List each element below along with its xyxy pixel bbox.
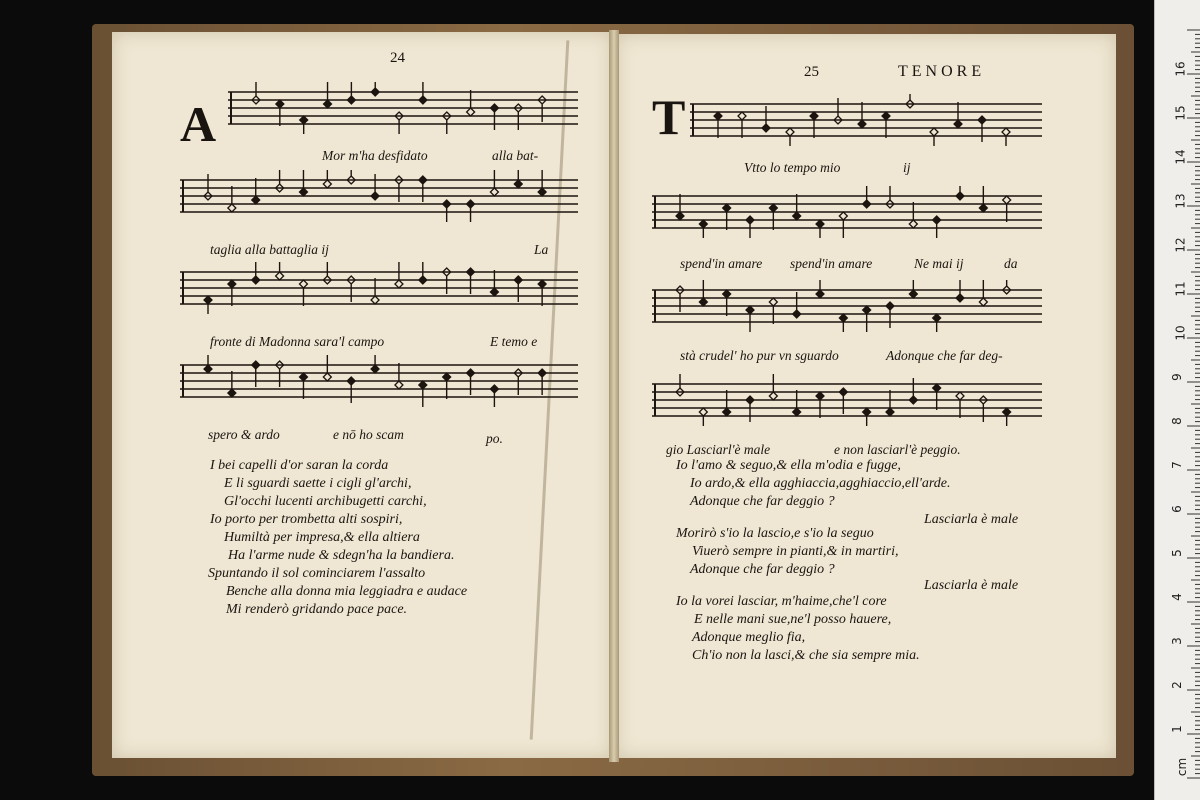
music-note xyxy=(347,82,355,104)
music-note xyxy=(514,170,522,188)
music-note xyxy=(886,390,894,416)
music-note xyxy=(699,280,707,306)
music-note xyxy=(371,174,379,200)
music-note xyxy=(204,296,212,314)
ruler-mark: 16 xyxy=(1173,61,1188,77)
music-note xyxy=(299,373,307,399)
music-note xyxy=(863,306,871,332)
verse-line: Humiltà per impresa,& ella altiera xyxy=(224,530,420,545)
music-note xyxy=(909,378,917,404)
music-note xyxy=(863,408,871,426)
verse-line: Morirò s'io la lascio,e s'io la seguo xyxy=(676,526,874,541)
lyric-line: e non lasciarl'è peggio. xyxy=(834,442,961,457)
music-note xyxy=(839,314,847,332)
music-note xyxy=(956,186,964,200)
verse-line: Lasciarla è male xyxy=(924,512,1019,527)
book-gutter xyxy=(609,30,619,762)
music-note xyxy=(228,371,236,397)
music-note xyxy=(467,268,475,294)
music-note xyxy=(786,128,794,146)
music-note xyxy=(979,280,987,306)
music-note xyxy=(769,374,777,400)
music-note xyxy=(793,390,801,416)
music-note xyxy=(419,262,427,284)
music-staff xyxy=(652,374,1042,426)
music-note xyxy=(723,390,731,416)
music-note xyxy=(324,82,332,108)
music-note xyxy=(299,280,307,306)
music-note xyxy=(276,100,284,126)
music-note xyxy=(419,381,427,407)
music-note xyxy=(228,280,236,306)
music-note xyxy=(538,280,546,306)
initial-letter-right: T xyxy=(652,89,686,145)
lyric-line: stà crudel' ho pur vn sguardo xyxy=(680,348,839,363)
verse-line: Adonque che far deggio ? xyxy=(690,562,835,577)
music-note xyxy=(956,392,964,418)
music-note xyxy=(933,216,941,238)
verse-line: Benche alla donna mia leggiadra e audace xyxy=(226,584,468,599)
music-note xyxy=(723,204,731,230)
music-note xyxy=(252,262,260,284)
music-note xyxy=(906,94,914,108)
music-note xyxy=(467,369,475,395)
verse-line: Adonque meglio fia, xyxy=(692,630,806,645)
music-note xyxy=(978,116,986,142)
music-note xyxy=(347,170,355,184)
page-number-left: 24 xyxy=(390,50,405,66)
music-note xyxy=(323,262,331,284)
verse-line: Ha l'arme nude & sdegn'ha la bandiera. xyxy=(228,548,455,563)
music-note xyxy=(863,186,871,208)
music-note xyxy=(793,292,801,318)
music-note xyxy=(443,200,451,222)
music-note xyxy=(839,212,847,238)
music-note xyxy=(371,355,379,373)
music-note xyxy=(467,90,475,116)
music-note xyxy=(738,112,746,138)
music-note xyxy=(810,112,818,138)
music-note xyxy=(299,170,307,196)
lyric-line: ij xyxy=(903,160,911,175)
lyric-line: e nō ho scam xyxy=(333,427,404,442)
music-note xyxy=(769,298,777,324)
music-note xyxy=(204,355,212,373)
music-staff xyxy=(652,186,1042,238)
ruler-mark: 15 xyxy=(1173,105,1188,121)
music-note xyxy=(490,270,498,296)
ruler-mark: 6 xyxy=(1169,505,1184,513)
lyric-line: Adonque che far deg- xyxy=(886,348,1003,363)
page-number-right: 25 xyxy=(804,64,819,80)
music-note xyxy=(371,278,379,304)
lyric-line: La xyxy=(534,242,549,257)
ruler-mark: 8 xyxy=(1169,417,1184,425)
music-note xyxy=(956,280,964,302)
music-note xyxy=(909,280,917,298)
music-note xyxy=(746,396,754,422)
music-note xyxy=(1002,128,1010,146)
verse-line: Ch'io non la lasci,& che sia sempre mia. xyxy=(692,648,920,663)
music-staff xyxy=(228,82,578,134)
ruler-mark: 1 xyxy=(1169,725,1184,733)
music-note xyxy=(979,186,987,212)
music-note xyxy=(762,106,770,132)
music-note xyxy=(714,112,722,138)
music-note xyxy=(419,176,427,202)
music-note xyxy=(839,388,847,414)
ruler-mark: 7 xyxy=(1169,461,1184,469)
lyric-line: Mor m'ha desfidato xyxy=(322,148,428,163)
ruler-mark: 10 xyxy=(1173,325,1188,341)
music-note xyxy=(886,302,894,328)
music-staff xyxy=(180,170,578,222)
music-note xyxy=(538,170,546,196)
lyric-line: fronte di Madonna sara'l campo xyxy=(210,334,385,349)
ruler-mark: 9 xyxy=(1169,373,1184,381)
music-note xyxy=(676,194,684,220)
ruler-mark: 14 xyxy=(1173,149,1188,165)
music-note xyxy=(323,170,331,188)
verse-line: I bei capelli d'or saran la corda xyxy=(210,458,389,473)
lyric-line: gio Lasciarl'è male xyxy=(666,442,771,457)
music-note xyxy=(371,82,379,96)
verse-line: Gl'occhi lucenti archibugetti carchi, xyxy=(224,494,427,509)
music-note xyxy=(769,204,777,230)
lyric-line: alla bat- xyxy=(492,148,539,163)
verse-line: Spuntando il sol cominciarem l'assalto xyxy=(208,566,426,581)
ruler-mark: 2 xyxy=(1169,681,1184,689)
verse-line: E nelle mani sue,ne'l posso hauere, xyxy=(694,612,892,627)
music-note xyxy=(490,170,498,196)
lyric-line: da xyxy=(1004,256,1018,271)
verse-line: Lasciarla è male xyxy=(924,578,1019,593)
initial-letter-left: A xyxy=(180,96,217,152)
music-staff xyxy=(180,355,578,407)
verse-line: Adonque che far deggio ? xyxy=(690,494,835,509)
measurement-ruler xyxy=(1154,0,1200,800)
music-note xyxy=(323,355,331,381)
music-note xyxy=(933,384,941,410)
music-staff xyxy=(690,94,1042,146)
ruler-mark: 13 xyxy=(1173,193,1188,209)
verse-line: Viuerò sempre in pianti,& in martiri, xyxy=(692,544,899,559)
music-note xyxy=(347,377,355,403)
music-note xyxy=(954,102,962,128)
music-note xyxy=(746,216,754,238)
music-note xyxy=(930,128,938,146)
music-note xyxy=(746,306,754,332)
music-note xyxy=(816,280,824,298)
music-note xyxy=(723,290,731,316)
music-note xyxy=(490,104,498,130)
verse-line: Mi renderò gridando pace pace. xyxy=(226,602,408,617)
music-note xyxy=(538,369,546,395)
music-note xyxy=(699,220,707,238)
verse-line: Io l'amo & seguo,& ella m'odia e fugge, xyxy=(676,458,901,473)
music-staff xyxy=(652,280,1042,332)
music-note xyxy=(252,361,260,387)
music-note xyxy=(816,220,824,238)
music-note xyxy=(1003,280,1011,294)
music-staff xyxy=(180,262,578,314)
ruler-mark: 12 xyxy=(1173,237,1188,253)
music-note xyxy=(793,194,801,220)
lyric-line: spend'in amare xyxy=(790,256,873,271)
voice-header: TENORE xyxy=(898,63,986,80)
music-note xyxy=(395,262,403,288)
music-note xyxy=(252,178,260,204)
lyric-line: Ne mai ij xyxy=(914,256,964,271)
lyric-line: po. xyxy=(486,431,503,446)
music-note xyxy=(514,276,522,302)
music-note xyxy=(858,102,866,128)
music-note xyxy=(1003,196,1011,222)
music-note xyxy=(228,186,236,212)
music-note xyxy=(300,116,308,134)
music-note xyxy=(419,82,427,104)
ruler-mark: 3 xyxy=(1169,637,1184,645)
music-note xyxy=(816,392,824,418)
lyric-line: E temo e xyxy=(490,334,538,349)
music-note xyxy=(933,314,941,332)
music-note xyxy=(490,385,498,407)
lyric-line: spero & ardo xyxy=(208,427,280,442)
music-note xyxy=(882,112,890,138)
lyric-line: spend'in amare xyxy=(680,256,763,271)
ruler-mark: 4 xyxy=(1169,593,1184,601)
music-note xyxy=(676,374,684,396)
lyric-line: Vtto lo tempo mio xyxy=(744,160,841,175)
verse-line: Io la vorei lasciar, m'haime,che'l core xyxy=(676,594,887,609)
music-note xyxy=(467,200,475,222)
lyric-line: taglia alla battaglia ij xyxy=(210,242,329,257)
music-note xyxy=(395,363,403,389)
verse-line: Io porto per trombetta alti sospiri, xyxy=(210,512,403,527)
music-note xyxy=(699,408,707,426)
ruler-mark: 11 xyxy=(1173,281,1188,297)
verse-line: Io ardo,& ella agghiaccia,agghiaccio,ell'arde. xyxy=(690,476,951,491)
music-note xyxy=(443,373,451,399)
music-note xyxy=(1003,408,1011,426)
music-note xyxy=(276,262,284,280)
ruler-mark: 5 xyxy=(1169,549,1184,557)
music-note xyxy=(909,202,917,228)
verse-line: E li sguardi saette i cigli gl'archi, xyxy=(224,476,412,491)
ruler-unit-label: cm xyxy=(1175,757,1190,777)
